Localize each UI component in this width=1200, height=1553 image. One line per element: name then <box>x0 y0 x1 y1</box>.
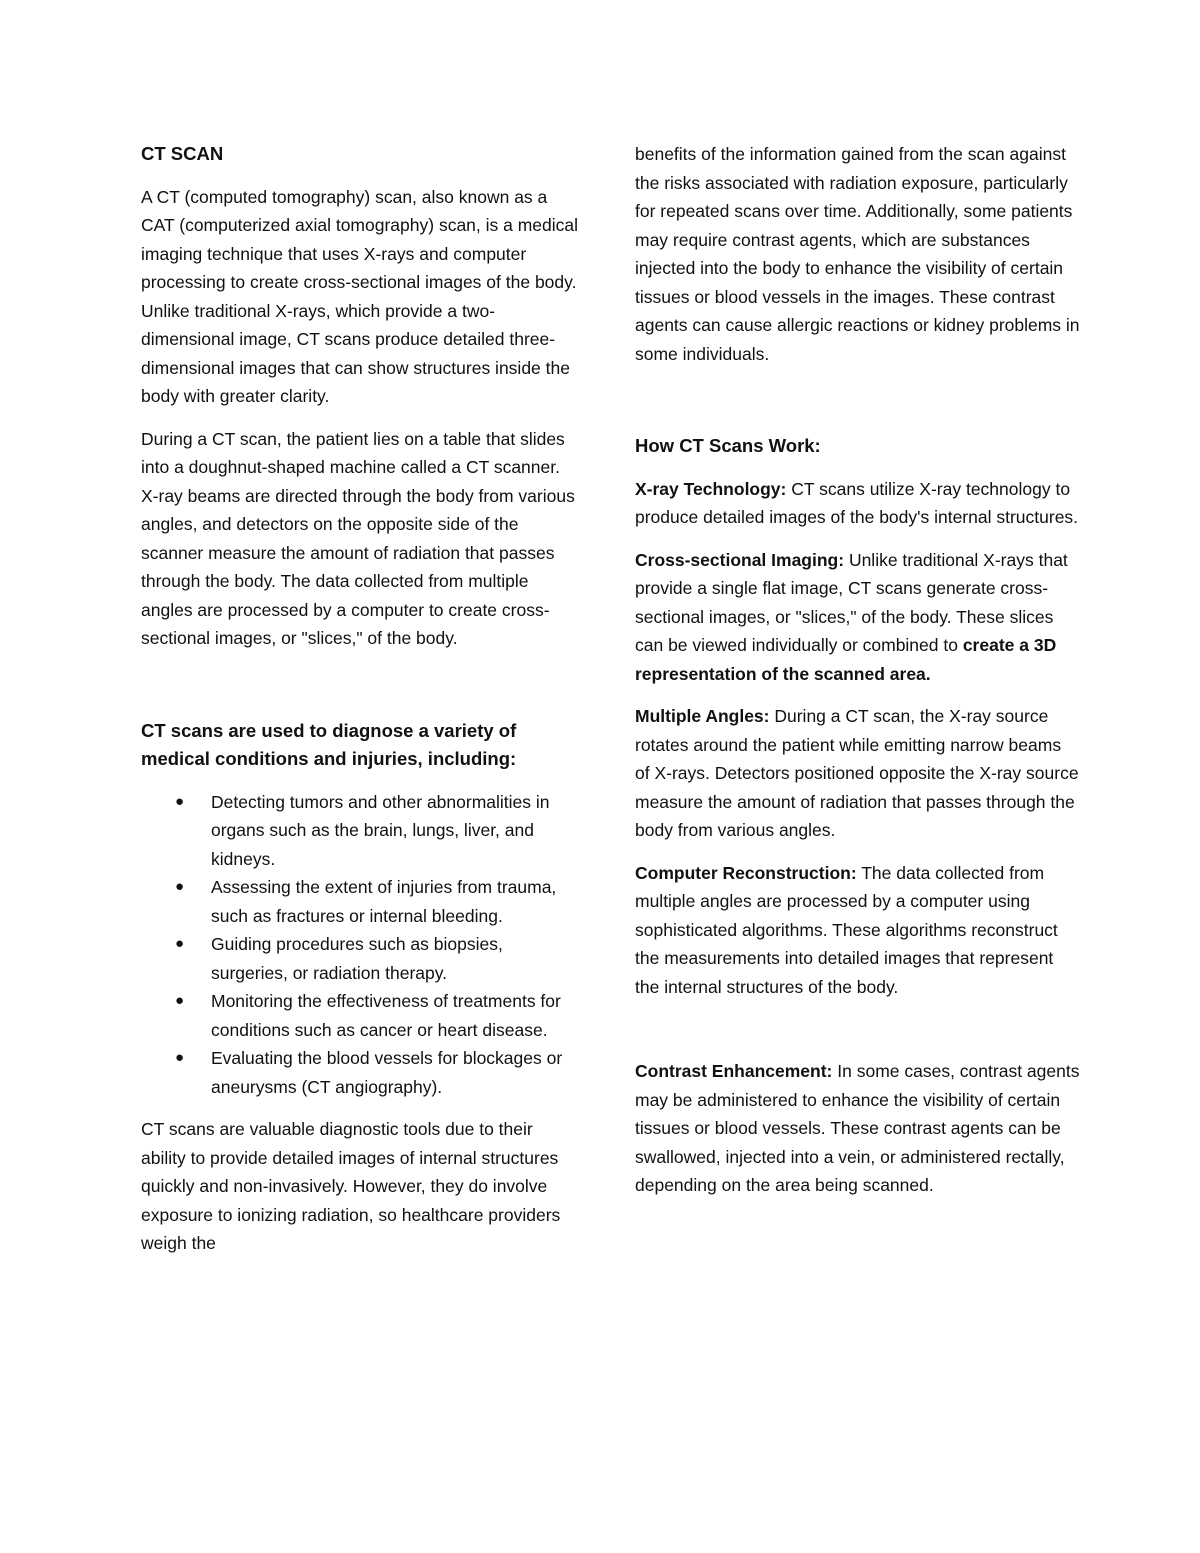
spacer <box>635 382 1080 432</box>
intro-paragraph: A CT (computed tomography) scan, also known as a CAT (computerized axial tomography) scan, is a medical imaging technique that uses X-rays and computer processing to create cross-sectional images of the body. Unlike traditional X-rays, which provide a two-dimensional image, CT scans produce detailed three-dimensional images that can show structures inside the body with greater clarity. <box>141 186 579 406</box>
contrast-enhancement-text: In some cases, contrast agents may be administered to enhance the visibility of certain tissues or blood vessels. These contrast agents can be swallowed, injected into a vein, or administered rectally, depending on the area being scanned. <box>635 1061 1080 1195</box>
cross-sectional-text: Unlike traditional X-rays that provide a single flat image, CT scans generate cross-sectional images, or "slices," of the body. These slices can be viewed individually or combined to <box>635 549 1068 655</box>
list-item <box>141 1044 581 1101</box>
bullet-icon: ● <box>175 792 185 810</box>
contrast-enhancement-paragraph <box>635 1057 1080 1200</box>
xray-technology-text: CT scans utilize X-ray technology to produce detailed images of the body's internal structures. <box>635 478 1079 527</box>
procedure-paragraph: During a CT scan, the patient lies on a table that slides into a doughnut-shaped machine called a CT scanner. X-ray beams are directed through the body from various angles, and detectors on the opposite side of the scanner measure the amount of radiation that passes through the body. The data collected from multiple angles are processed by a computer to create cross-sectional images, or "slices," of the body. <box>141 428 575 648</box>
closing-paragraph-continued: benefits of the information gained from the scan against the risks associated with radiation exposure, particularly for repeated scans over time. Additionally, some patients may require contrast agents, which are substances injected into the body to enhance the visibility of certain tissues or blood vessels in the images. These contrast agents can cause allergic reactions or kidney problems in some individuals. <box>635 144 1080 364</box>
cross-sectional-term: Cross-sectional Imaging: <box>635 549 845 570</box>
list-item <box>141 987 581 1044</box>
right-column <box>635 140 1080 1214</box>
bullet-icon: ● <box>175 878 185 895</box>
bullet-icon: ● <box>175 935 185 952</box>
left-column <box>141 140 581 1272</box>
multiple-angles-paragraph <box>635 702 1080 845</box>
list-item-text: Monitoring the effectiveness of treatments for conditions such as cancer or heart disease. <box>211 991 561 1040</box>
closing-paragraph-start: CT scans are valuable diagnostic tools due to their ability to provide detailed images of internal structures quickly and non-invasively. However, they do involve exposure to ionizing radiation, so healthcare providers weigh the <box>141 1119 561 1253</box>
xray-technology-paragraph <box>635 475 1080 532</box>
computer-reconstruction-paragraph <box>635 859 1080 1002</box>
contrast-enhancement-term: Contrast Enhancement: <box>635 1061 833 1081</box>
uses-list <box>141 788 581 1102</box>
computer-reconstruction-term: Computer Reconstruction: <box>635 862 857 883</box>
xray-technology-term: X-ray Technology: <box>635 478 787 499</box>
list-item-text: Assessing the extent of injuries from trauma, such as fractures or internal bleeding. <box>211 877 557 926</box>
multiple-angles-term: Multiple Angles: <box>635 706 770 726</box>
bullet-icon: ● <box>175 992 185 1009</box>
cross-sectional-emphasis: create a 3D representation of the scanned area. <box>635 635 1057 684</box>
list-item <box>141 788 581 874</box>
list-item-text: Evaluating the blood vessels for blockages or aneurysms (CT angiography). <box>211 1048 563 1097</box>
multiple-angles-text: During a CT scan, the X-ray source rotates around the patient while emitting narrow beams of X-rays. Detectors positioned opposite the X-ray source measure the amount of radiation that passes through the body from various angles. <box>635 706 1079 840</box>
page-title: CT SCAN <box>141 143 224 164</box>
computer-reconstruction-text: The data collected from multiple angles are processed by a computer using sophisticated algorithms. These algorithms reconstruct the measurements into detailed images that represent the internal structures of the body. <box>635 862 1058 997</box>
spacer <box>141 667 581 717</box>
spacer <box>635 1015 1080 1057</box>
bullet-icon: ● <box>175 1049 185 1066</box>
how-heading: How CT Scans Work: <box>635 435 821 456</box>
list-item <box>141 873 581 930</box>
list-item <box>141 930 581 987</box>
cross-sectional-paragraph <box>635 546 1080 689</box>
list-item-text: Guiding procedures such as biopsies, surgeries, or radiation therapy. <box>211 934 503 983</box>
list-item-text: Detecting tumors and other abnormalities in organs such as the brain, lungs, liver, and kidneys. <box>211 791 550 869</box>
uses-heading: CT scans are used to diagnose a variety of medical conditions and injuries, including: <box>141 719 517 769</box>
